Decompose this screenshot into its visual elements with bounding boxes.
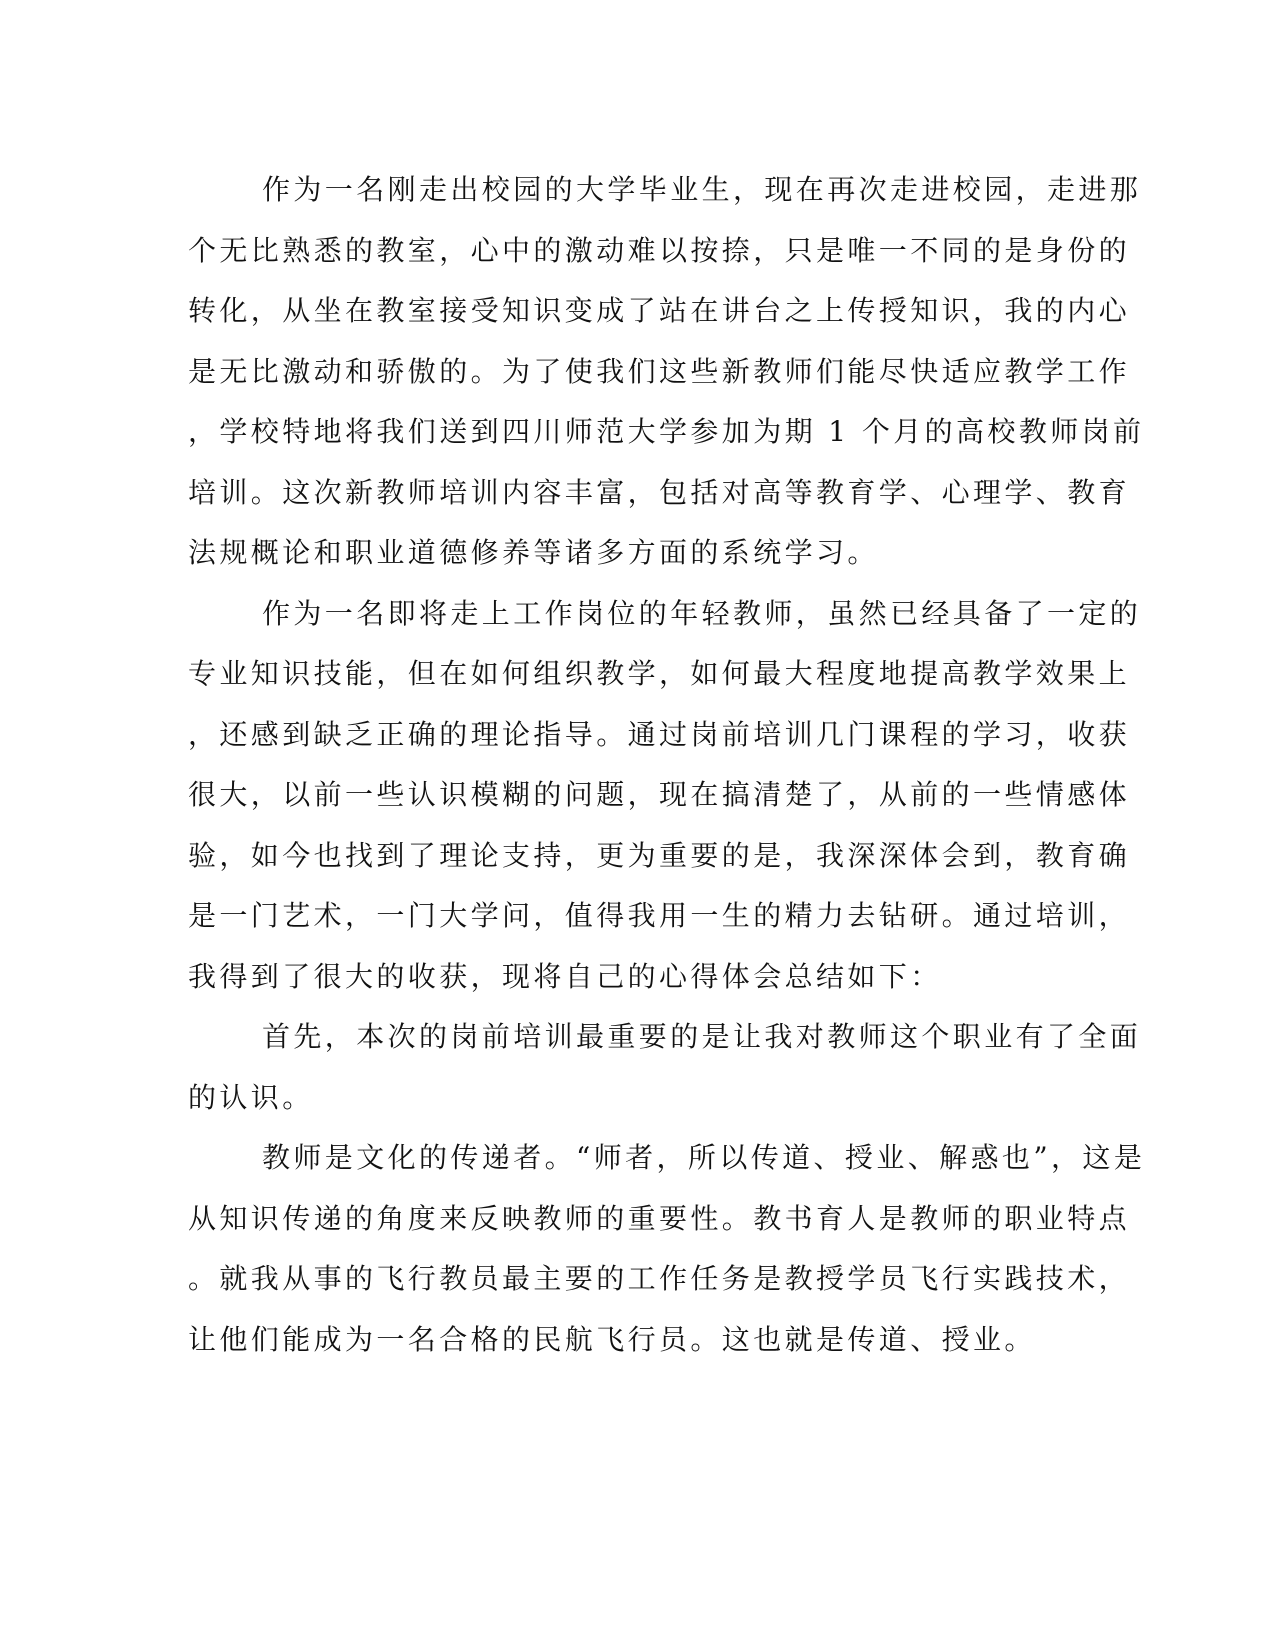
text-line: 是无比激动和骄傲的。为了使我们这些新教师们能尽快适应教学工作 bbox=[188, 354, 1131, 388]
text-line: 培训。这次新教师培训内容丰富，包括对高等教育学、心理学、教育 bbox=[188, 475, 1131, 509]
text-line: 教师是文化的传递者。“师者，所以传道、授业、解惑也”，这是 bbox=[262, 1141, 1146, 1174]
text-line: 让他们能成为一名合格的民航飞行员。这也就是传道、授业。 bbox=[188, 1322, 1036, 1356]
text-line: 法规概论和职业道德修养等诸多方面的系统学习。 bbox=[188, 536, 879, 569]
text-line: 首先，本次的岗前培训最重要的是让我对教师这个职业有了全面 bbox=[262, 1020, 1142, 1053]
paragraph-1 bbox=[188, 160, 1145, 584]
text-line: 很大，以前一些认识模糊的问题，现在搞清楚了，从前的一些情感体 bbox=[188, 778, 1131, 811]
text-line: ，学校特地将我们送到四川师范大学参加为期 1 个月的高校教师岗前 bbox=[188, 415, 1145, 448]
text-line: 作为一名即将走上工作岗位的年轻教师，虽然已经具备了一定的 bbox=[262, 596, 1142, 630]
text-line: 个无比熟悉的教室，心中的激动难以按捺，只是唯一不同的是身份的 bbox=[188, 233, 1131, 267]
paragraph-4 bbox=[188, 1128, 1146, 1370]
text-line: 作为一名刚走出校园的大学毕业生，现在再次走进校园，走进那 bbox=[262, 173, 1142, 206]
text-line: 的认识。 bbox=[188, 1080, 314, 1114]
paragraph-2 bbox=[188, 584, 1142, 1008]
text-line: 从知识传递的角度来反映教师的重要性。教书育人是教师的职业特点 bbox=[188, 1201, 1131, 1235]
text-line: 。就我从事的飞行教员最主要的工作任务是教授学员飞行实践技术， bbox=[188, 1262, 1131, 1295]
text-line: 是一门艺术，一门大学问，值得我用一生的精力去钻研。通过培训， bbox=[188, 899, 1131, 932]
text-line: 专业知识技能，但在如何组织教学，如何最大程度地提高教学效果上 bbox=[188, 657, 1131, 690]
text-line: 转化，从坐在教室接受知识变成了站在讲台之上传授知识，我的内心 bbox=[188, 294, 1131, 327]
text-line: 我得到了很大的收获，现将自己的心得体会总结如下： bbox=[188, 959, 942, 993]
document-body bbox=[188, 160, 1146, 1370]
text-line: ，还感到缺乏正确的理论指导。通过岗前培训几门课程的学习，收获 bbox=[188, 717, 1131, 751]
paragraph-3 bbox=[188, 1007, 1142, 1128]
text-line: 验，如今也找到了理论支持，更为重要的是，我深深体会到，教育确 bbox=[188, 838, 1131, 872]
